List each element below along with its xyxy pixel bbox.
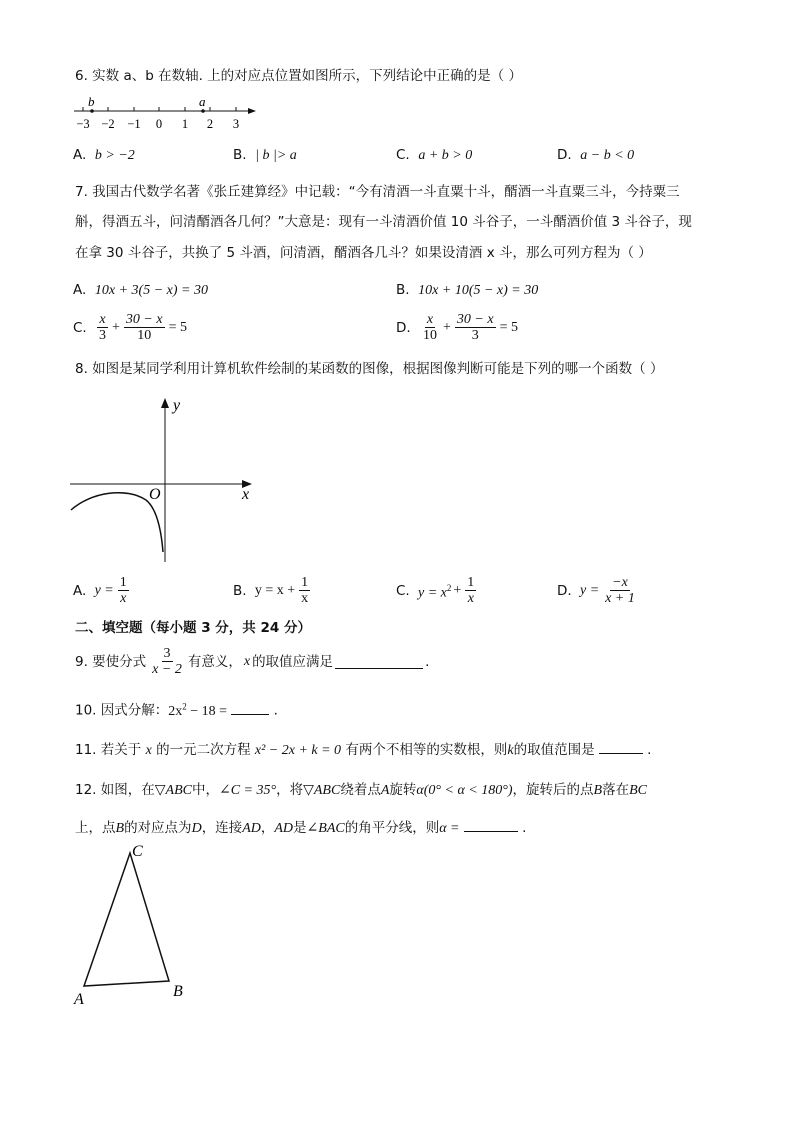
q12-line2: [75, 817, 526, 838]
tick-label-6: 3: [232, 117, 240, 131]
numerator: −x: [612, 575, 628, 590]
tick-label-5: 2: [206, 117, 214, 131]
exponent: 2: [446, 582, 452, 593]
q11-pre: 11. 若关于: [75, 742, 142, 758]
q12-point: D: [191, 821, 202, 836]
q12-text: 的对应点为: [124, 820, 192, 836]
q7-option-b[interactable]: [396, 281, 538, 300]
fraction: [97, 312, 108, 343]
q8-option-b[interactable]: [233, 575, 312, 606]
q12-alpha: α =: [439, 821, 460, 836]
option-letter: A.: [73, 282, 87, 298]
q12-angle: ∠BAC: [306, 821, 345, 836]
q10-end: .: [273, 702, 278, 719]
point-a-label: a: [199, 95, 206, 109]
numerator: 30 − x: [456, 312, 494, 327]
q11-post: 的取值范围是: [513, 742, 595, 758]
axis-arrow: [248, 108, 256, 114]
q12-triangle-figure: [70, 838, 200, 1013]
q11-mid2: 有两个不相等的实数根，则: [345, 742, 508, 758]
numerator: 1: [301, 575, 309, 590]
option-text: b > −2: [94, 148, 135, 163]
q10-pre: 10. 因式分解：: [75, 702, 169, 719]
plus-sign: +: [112, 319, 120, 335]
q8-option-a[interactable]: [73, 575, 131, 606]
option-letter: A.: [73, 147, 87, 163]
plus-sign: +: [442, 319, 451, 335]
lhs: y =: [579, 582, 600, 598]
denominator: x: [120, 591, 127, 606]
q6-option-d[interactable]: [557, 146, 634, 165]
q7-line3: 在拿 30 斗谷子，共换了 5 斗酒，问清酒，醑酒各几斗？如果设清酒 x 斗，那么可列方程为（ ）: [75, 245, 652, 261]
tick-label-2: −1: [127, 117, 141, 131]
q11-answer-blank[interactable]: [599, 739, 643, 754]
option-letter: D.: [557, 582, 572, 599]
q12-text: 落在: [602, 782, 630, 798]
q9-mid: 有意义，: [187, 653, 242, 670]
exponent: 2: [182, 701, 187, 711]
q6-number-line: [70, 95, 260, 137]
q12-text: 的角平分线，则: [344, 820, 440, 836]
q10-expr2: − 18 =: [186, 703, 228, 719]
denominator: 3: [471, 328, 479, 343]
q9: [75, 646, 429, 677]
tick-label-4: 1: [181, 117, 189, 131]
denominator: x: [301, 591, 309, 606]
q12-text: 上，点: [75, 820, 116, 836]
q12-segment: AD: [274, 821, 294, 836]
plus-sign: +: [453, 582, 462, 598]
option-text: | b |> a: [255, 148, 297, 163]
q8-option-d[interactable]: [557, 575, 639, 606]
q12-text: 12. 如图，在: [75, 782, 155, 798]
q6-option-b[interactable]: [233, 146, 297, 165]
q12-text: ，将: [276, 782, 304, 798]
numerator: 1: [119, 575, 127, 590]
point-b-dot: [90, 109, 94, 113]
option-text: a − b < 0: [580, 148, 635, 163]
vertex-b-label: B: [173, 983, 183, 1000]
q12-point: A: [380, 783, 390, 798]
numerator: 30 − x: [125, 312, 163, 327]
q8-option-c[interactable]: [396, 575, 478, 606]
q12-end: .: [522, 820, 527, 836]
q10-expr: 2x: [168, 703, 183, 719]
option-letter: D.: [396, 319, 411, 336]
q10: [75, 697, 278, 721]
q7-line2: 斛，得酒五斗，问清醑酒各几何？”大意是：现有一斗清酒价值 10 斗谷子，一斗醑酒价值 3 斗谷子，现: [75, 214, 692, 230]
denominator: 10: [137, 328, 152, 343]
option-text: 10x + 10(5 − x) = 30: [418, 283, 539, 298]
option-text: 10x + 3(5 − x) = 30: [94, 283, 208, 298]
option-letter: D.: [557, 147, 572, 163]
q9-answer-blank[interactable]: [335, 654, 423, 669]
option-letter: B.: [233, 147, 247, 163]
denominator: 10: [422, 328, 437, 343]
q9-end: .: [425, 653, 430, 670]
q9-post: 的取值应满足: [252, 653, 334, 670]
fraction: [150, 646, 184, 677]
numerator: 1: [467, 575, 475, 590]
option-letter: C.: [396, 582, 410, 599]
q12-triangle: ▽ABC: [154, 783, 192, 798]
q11-equation: x² − 2x + k = 0: [254, 743, 342, 758]
fraction: [124, 312, 165, 343]
option-letter: B.: [396, 282, 410, 298]
option-letter: B.: [233, 582, 247, 599]
lhs: y = x: [418, 585, 447, 601]
q9-pre: 9. 要使分式: [75, 653, 147, 670]
q11-end: .: [647, 742, 652, 758]
q12-text: ，连接: [201, 820, 243, 836]
denominator: x + 1: [605, 591, 635, 606]
q12-text: 绕着点: [340, 782, 381, 798]
fraction: [118, 575, 129, 606]
q12-text: 是: [293, 820, 307, 836]
denominator: x: [467, 591, 474, 606]
q10-answer-blank[interactable]: [231, 700, 269, 715]
q6-option-c[interactable]: [396, 146, 472, 165]
q7-option-d[interactable]: [396, 312, 518, 343]
tick-label-1: −2: [101, 117, 115, 131]
q6-option-a[interactable]: [73, 146, 135, 165]
fraction: [421, 312, 439, 343]
fraction: [455, 312, 496, 343]
q7-option-c[interactable]: [73, 312, 187, 343]
tick-label-3: 0: [155, 117, 163, 131]
x-axis-label: x: [242, 486, 250, 503]
triangle-abc: [84, 853, 169, 986]
fraction: [603, 575, 637, 606]
q11-var: x: [145, 743, 152, 758]
fraction: [465, 575, 476, 606]
y-axis-arrow: [161, 398, 169, 408]
q12-text: 中，: [191, 782, 219, 798]
section-title-fill-in: 二、填空题（每小题 3 分，共 24 分）: [75, 620, 311, 636]
vertex-c-label: C: [132, 843, 143, 860]
y-axis-label: y: [173, 397, 181, 414]
fraction: [299, 575, 310, 606]
point-a-dot: [201, 109, 205, 113]
origin-label: O: [149, 486, 161, 503]
q12-point: B: [593, 783, 603, 798]
numerator: x: [99, 312, 106, 327]
numerator: 3: [163, 646, 171, 661]
q11-mid: 的一元二次方程: [156, 742, 251, 758]
q12-answer-blank[interactable]: [464, 817, 518, 832]
lhs: y = x +: [254, 582, 296, 598]
option-letter: C.: [73, 319, 87, 336]
rhs: = 5: [168, 319, 187, 335]
q6-stem: 6. 实数 a、b 在数轴. 上的对应点位置如图所示，下列结论中正确的是（ ）: [75, 68, 522, 84]
option-letter: A.: [73, 582, 87, 599]
option-letter: C.: [396, 147, 410, 163]
q12-text: ，旋转后的点: [512, 782, 594, 798]
tick-label-0: −3: [76, 117, 90, 131]
rhs: = 5: [499, 319, 518, 335]
q12-point: B: [115, 821, 125, 836]
q12-line1: [75, 781, 647, 800]
q12-segment: AD: [242, 821, 261, 836]
q12-segment: BC: [629, 783, 647, 798]
lhs: y =: [94, 582, 114, 598]
vertex-a-label: A: [74, 991, 84, 1008]
q12-alpha-range: α(0° < α < 180°): [416, 783, 513, 798]
denominator: 3: [99, 328, 107, 343]
numerator: x: [426, 312, 434, 327]
point-b-label: b: [88, 95, 95, 109]
q9-var: x: [243, 653, 251, 669]
denominator: x − 2: [152, 662, 182, 677]
q12-text: ，: [260, 820, 275, 836]
q11: [75, 739, 651, 760]
q11-k: k: [507, 743, 514, 758]
q7-option-a[interactable]: [73, 281, 208, 300]
option-text: a + b > 0: [418, 148, 473, 163]
q8-stem: 8. 如图是某同学利用计算机软件绘制的某函数的图像，根据图像判断可能是下列的哪一个函数（ ）: [75, 361, 664, 377]
q8-function-graph: [66, 392, 266, 567]
q12-triangle: ▽ABC: [303, 783, 341, 798]
q12-text: 旋转: [389, 782, 417, 798]
q12-angle: ∠C = 35°: [218, 783, 277, 798]
q7-line1: 7. 我国古代数学名著《张丘建算经》中记载：“今有清酒一斗直粟十斗，醑酒一斗直粟三斗，今持粟三: [75, 184, 680, 200]
